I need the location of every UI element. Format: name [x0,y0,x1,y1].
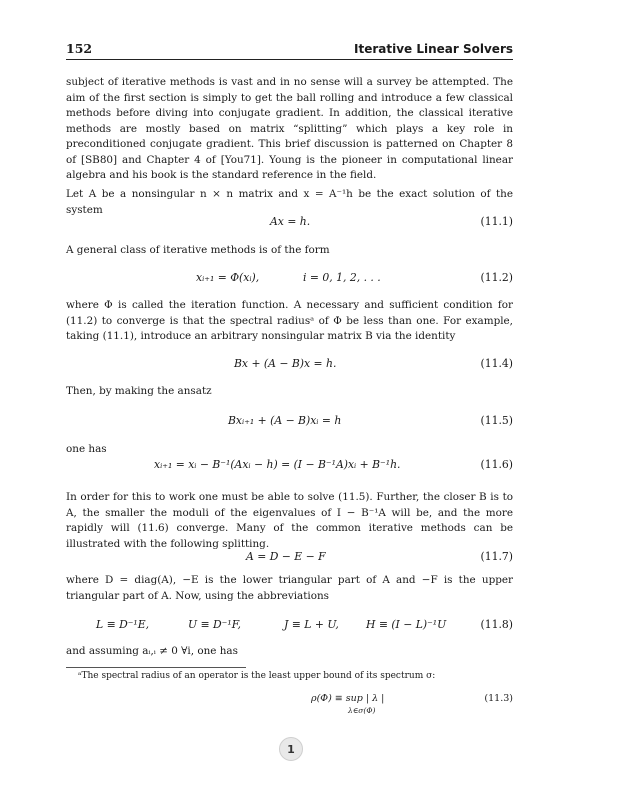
equation-expr: Bx + (A − B)x = h. [234,357,337,370]
footnote-expr: ρ(Φ) ≡ sup | λ | [311,693,385,704]
footnote-rule [66,667,246,668]
equation-expr: Bxᵢ₊₁ + (A − B)xᵢ = h [228,414,342,427]
equation-label: (11.7) [480,550,513,563]
equation-11-6 [66,458,513,472]
chapter-title: Iterative Linear Solvers [354,42,513,56]
paragraph-abbreviations: where D = diag(A), −E is the lower triangular part of A and −F is the upper triangular part of A. Now, using the abbreviations [66,574,513,602]
footnote-equation [66,693,513,715]
equation-part-j: J ≡ L + U, [284,618,339,631]
equation-label: (11.6) [480,458,513,471]
equation-label: (11.1) [480,215,513,228]
paragraph-one-has: one has [66,443,107,455]
equation-11-1 [66,215,513,229]
equation-11-8 [66,618,513,632]
footnote-label: (11.3) [484,693,513,704]
footnote-sup-subscript: λ∈σ(Φ) [348,706,376,715]
equation-label: (11.8) [480,618,513,631]
equation-expr: xᵢ₊₁ = Φ(xᵢ), [196,271,260,284]
equation-expr-index: i = 0, 1, 2, . . . [303,271,381,284]
paragraph-iteration-function: where Φ is called the iteration function. A necessary and sufficient condition for (11.2) to converge is that the spectral radiusᵃ of Φ be less than one. For example, taking (11.1), introduce an arbitrary nonsingular matrix B via the identity [66,299,513,342]
equation-part-u: U ≡ D⁻¹F, [188,618,241,631]
paragraph-assuming: and assuming aᵢ,ᵢ ≠ 0 ∀i, one has [66,645,238,657]
equation-expr: Ax = h. [270,215,311,228]
paragraph-general-class: A general class of iterative methods is of the form [66,244,330,256]
paragraph-intro: subject of iterative methods is vast and in no sense will a survey be attempted. The aim of the first section is simply to get the ball rolling and introduce a few classical methods before diving into conjugate gradient. In addition, the classical iterative methods are mostly based on matrix “splitting” which plays a key role in preconditioned conjugate gradient. This brief discussion is patterned on Chapter 8 of [SB80] and Chapter 4 of [You71]. Young is the pioneer in computational linear algebra and his book is the standard reference in the field. [66,76,513,181]
equation-11-2 [66,271,513,285]
equation-11-5 [66,414,513,428]
page-badge[interactable]: 1 [279,737,303,761]
equation-label: (11.5) [480,414,513,427]
page-number: 152 [66,41,93,56]
paragraph-system: Let A be a nonsingular n × n matrix and x = A⁻¹h be the exact solution of the system [66,188,513,216]
equation-expr: xᵢ₊₁ = xᵢ − B⁻¹(Axᵢ − h) = (I − B⁻¹A)xᵢ + B⁻¹h. [154,458,401,471]
equation-11-4 [66,357,513,371]
equation-label: (11.2) [480,271,513,284]
paragraph-splitting: In order for this to work one must be able to solve (11.5). Further, the closer B is to A, the smaller the moduli of the eigenvalues of I − B⁻¹A will be, and the more rapidly will (11.6) converge. Many of the common iterative methods can be illustrated with the following splitting. [66,491,513,550]
equation-expr: A = D − E − F [246,550,326,563]
equation-11-7 [66,550,513,564]
equation-label: (11.4) [480,357,513,370]
equation-part-h: H ≡ (I − L)⁻¹U [366,618,447,631]
paragraph-ansatz: Then, by making the ansatz [66,385,212,397]
header-rule [66,59,513,60]
page-header [66,41,513,56]
footnote-text: ᵃThe spectral radius of an operator is the least upper bound of its spectrum σ: [78,671,436,681]
equation-part-l: L ≡ D⁻¹E, [96,618,150,631]
